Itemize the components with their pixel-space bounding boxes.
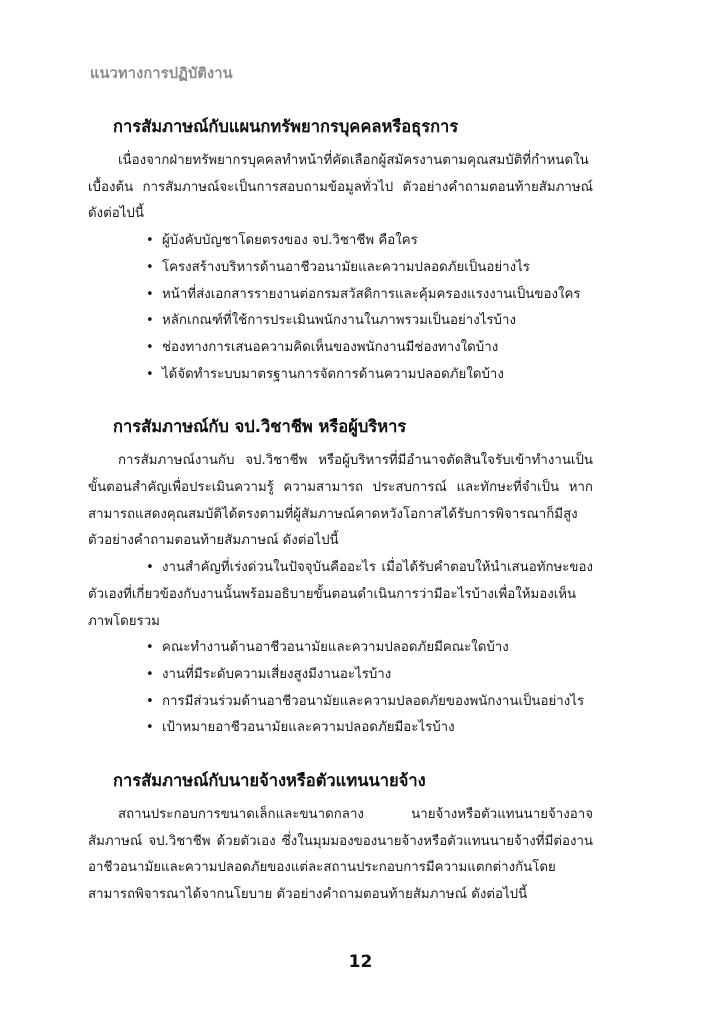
list-item: • งานที่มีระดับความเสี่ยงสูงมีงานอะไรบ้าง: [146, 662, 593, 689]
section-employer-interview: [88, 768, 593, 909]
hanging-list-item: • การมีส่วนร่วมด้านอาชีวอนามัยและความปลอดภัยของพนักงานเป็นอย่างไร: [146, 693, 585, 709]
running-header: แนวทางการปฏิบัติงาน: [90, 66, 233, 82]
list-item-text: งานสำคัญที่เร่งด่วนในปัจจุบันคืออะไร เมื่อได้รับคำตอบให้นำเสนอทักษะของตัวเองที่เกี่ยวข้องกับงานนั้นพร้อมอธิบายขั้นตอนดำเนินการว่ามีอะไรบ้างเพื่อให้มองเห็นภาพโดยรวม: [88, 560, 593, 629]
page-body: [88, 114, 593, 909]
section-paragraph: สถานประกอบการขนาดเล็กและขนาดกลาง นายจ้างหรือตัวแทนนายจ้างอาจสัมภาษณ์ จป.วิชาชีพ ด้วยตัวเอง ซึ่งในมุมมองของนายจ้างหรือตัวแทนนายจ้างที่มีต่องานอาชีวอนามัยและความปลอดภัยของแต่ละสถานประกอบการมีความแตกต่างกันโดยสามารถพิจารณาได้จากนโยบาย ตัวอย่างคำถามตอนท้ายสัมภาษณ์ ดังต่อไปนี้: [88, 807, 593, 903]
section-heading: การสัมภาษณ์กับนายจ้างหรือตัวแทนนายจ้าง: [113, 771, 426, 791]
section-paragraph: เนื่องจากฝ่ายทรัพยากรบุคคลทำหน้าที่คัดเลือกผู้สมัครงานตามคุณสมบัติที่กำหนดในเบื้องต้น การสัมภาษณ์จะเป็นการสอบถามข้อมูลทั่วไป ตัวอย่างคำถามตอนท้ายสัมภาษณ์ ดังต่อไปนี้: [88, 153, 593, 222]
list-item: • ได้จัดทำระบบมาตรฐานการจัดการด้านความปลอดภัยใดบ้าง: [146, 362, 593, 389]
list-item: • หน้าที่ส่งเอกสารรายงานต่อกรมสวัสดิการและคุ้มครองแรงงานเป็นของใคร: [146, 282, 593, 309]
list-item: • ช่องทางการเสนอความคิดเห็นของพนักงานมีช่องทางใดบ้าง: [146, 335, 593, 362]
list-item: • เป้าหมายอาชีวอนามัยและความปลอดภัยมีอะไรบ้าง: [146, 715, 593, 742]
section-manager-interview: [88, 414, 593, 742]
hanging-list-item: • งานสำคัญที่เร่งด่วนในปัจจุบันคืออะไร เมื่อได้รับคำตอบให้นำเสนอทักษะของตัวเองที่เกี่ยวข้องกับงานนั้นพร้อมอธิบายขั้นตอนดำเนินการว่ามีอะไรบ้างเพื่อให้มองเห็นภาพโดยรวม: [88, 560, 593, 629]
question-list: [88, 635, 593, 688]
page-number: 12: [348, 952, 373, 972]
section-hr-interview: [88, 114, 593, 388]
question-list: [88, 228, 593, 388]
section-heading: การสัมภาษณ์กับ จป.วิชาชีพ หรือผู้บริหาร: [113, 417, 407, 437]
list-item: • โครงสร้างบริหารด้านอาชีวอนามัยและความปลอดภัยเป็นอย่างไร: [146, 255, 593, 282]
list-item: • คณะทำงานด้านอาชีวอนามัยและความปลอดภัยมีคณะใดบ้าง: [146, 635, 593, 662]
list-item: • ผู้บังคับบัญชาโดยตรงของ จป.วิชาชีพ คือใคร: [146, 228, 593, 255]
list-item: • หลักเกณฑ์ที่ใช้การประเมินพนักงานในภาพรวมเป็นอย่างไรบ้าง: [146, 308, 593, 335]
question-list: [88, 715, 593, 742]
section-heading: การสัมภาษณ์กับแผนกทรัพยากรบุคคลหรือธุรการ: [113, 117, 459, 136]
section-paragraph: การสัมภาษณ์งานกับ จป.วิชาชีพ หรือผู้บริหารที่มีอำนาจตัดสินใจรับเข้าทำงานเป็นขั้นตอนสำคัญเพื่อประเมินความรู้ ความสามารถ ประสบการณ์ และทักษะที่จำเป็น หากสามารถแสดงคุณสมบัติได้ตรงตามที่ผู้สัมภาษณ์คาดหวังโอกาสได้รับการพิจารณาก็มีสูง ตัวอย่างคำถามตอนท้ายสัมภาษณ์ ดังต่อไปนี้: [88, 453, 593, 549]
list-item-text: การมีส่วนร่วมด้านอาชีวอนามัยและความปลอดภัยของพนักงานเป็นอย่างไร: [162, 693, 585, 709]
